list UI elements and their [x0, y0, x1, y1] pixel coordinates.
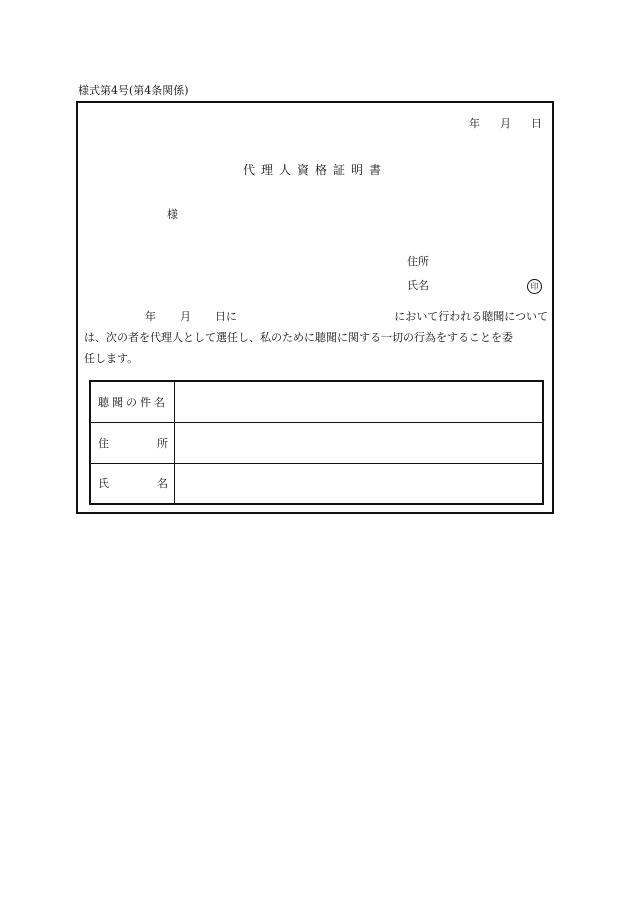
table-row: [90, 463, 543, 504]
proxy-details-table: [89, 380, 544, 505]
hearing-subject-field[interactable]: [175, 381, 544, 422]
certificate-frame: [76, 101, 554, 514]
seal-icon: 印: [527, 279, 542, 294]
table-row: [90, 381, 543, 422]
date-year-label: 年: [469, 117, 480, 130]
date-month-label: 月: [500, 117, 511, 130]
document-title: 代理人資格証明書: [242, 163, 387, 177]
proxy-address-field[interactable]: [175, 422, 544, 463]
proxy-name-label-right: 名: [157, 477, 168, 491]
statement-line-1: [84, 306, 548, 327]
statement-month: 月: [180, 310, 191, 323]
statement-line-2: は、次の者を代理人として選任し、私のために聴聞に関する一切の行為をすることを委: [84, 331, 513, 344]
proxy-address-label: [90, 422, 175, 463]
issue-date: [469, 115, 542, 131]
date-day-label: 日: [531, 117, 542, 130]
proxy-address-label-left: 住: [98, 436, 109, 450]
form-number-label: 様式第4号(第4条関係): [78, 84, 189, 97]
proxy-name-field[interactable]: [175, 463, 544, 504]
hearing-subject-label: 聴聞の件名: [90, 381, 175, 422]
statement-day: 日に: [215, 310, 237, 323]
address-label: 住所: [407, 255, 429, 268]
applicant-block: [407, 250, 542, 298]
name-row: [407, 274, 542, 298]
address-row: [407, 250, 542, 274]
statement-year: 年: [145, 310, 156, 323]
proxy-name-label-left: 氏: [98, 477, 109, 491]
name-label: 氏名: [407, 279, 429, 292]
table-row: [90, 422, 543, 463]
proxy-name-label: [90, 463, 175, 504]
delegation-statement: [84, 306, 548, 369]
proxy-address-label-right: 所: [157, 436, 168, 450]
statement-line-3: 任します。: [84, 352, 139, 365]
addressee-suffix: 様: [167, 208, 178, 221]
statement-venue-tail: において行われる聴聞について: [394, 310, 548, 323]
